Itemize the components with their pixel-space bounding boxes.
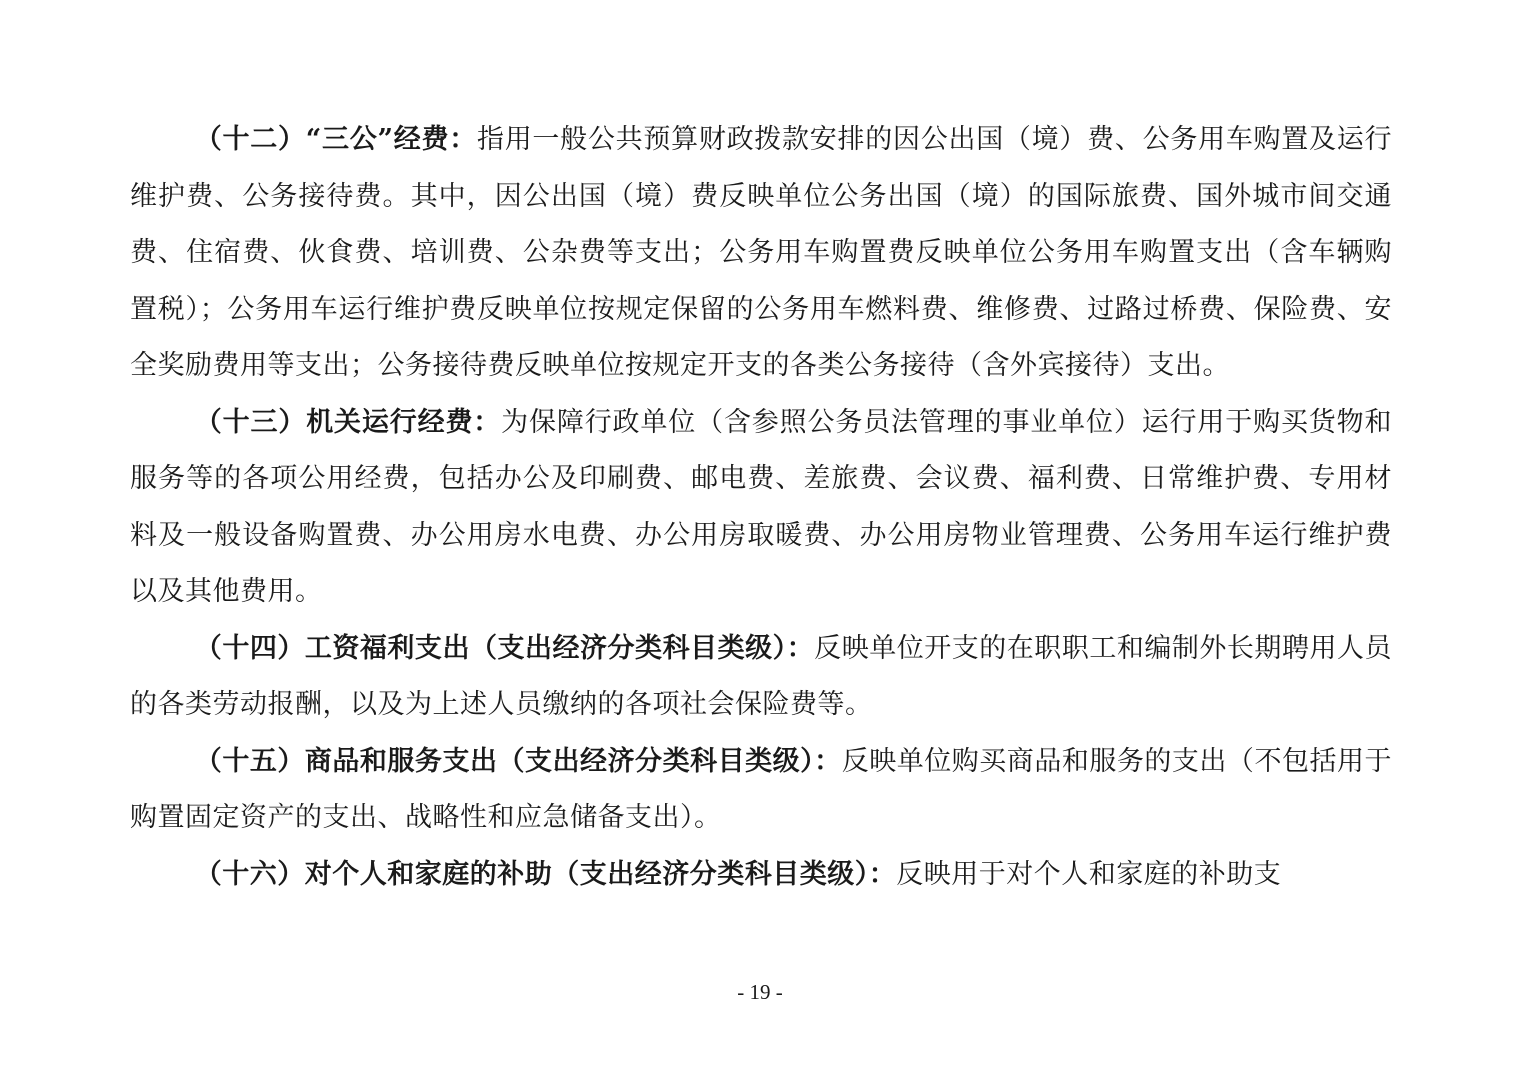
document-body <box>130 112 1392 903</box>
paragraph-text: 指用一般公共预算财政拨款安排的因公出国（境）费、公务用车购置及运行维护费、公务接待费。其中，因公出国（境）费反映单位公务出国（境）的国际旅费、国外城市间交通费、住宿费、伙食费、培训费、公杂费等支出；公务用车购置费反映单位公务用车购置支出（含车辆购置税）；公务用车运行维护费反映单位按规定保留的公务用车燃料费、维修费、过路过桥费、保险费、安全奖励费用等支出；公务接待费反映单位按规定开支的各类公务接待（含外宾接待）支出。 <box>130 124 1392 381</box>
paragraph-term: （十三）机关运行经费： <box>194 406 502 438</box>
paragraph-term: （十五）商品和服务支出（支出经济分类科目类级）： <box>194 745 842 777</box>
paragraph-wages-welfare <box>130 621 1392 734</box>
paragraph-goods-services <box>130 734 1392 847</box>
paragraph-term: （十四）工资福利支出（支出经济分类科目类级）： <box>194 632 815 664</box>
paragraph-text: 反映单位购买商品和服务的支出（不包括用于购置固定资产的支出、战略性和应急储备支出）。 <box>130 745 1393 833</box>
paragraph-text: 反映单位开支的在职职工和编制外长期聘用人员的各类劳动报酬，以及为上述人员缴纳的各项社会保险费等。 <box>130 632 1392 720</box>
page-number: - 19 - <box>737 980 783 1004</box>
paragraph-agency-operating-expenses <box>130 395 1392 621</box>
paragraph-term: （十二）“三公”经费： <box>194 124 477 155</box>
paragraph-term: （十六）对个人和家庭的补助（支出经济分类科目类级）： <box>194 858 897 890</box>
paragraph-text: 为保障行政单位（含参照公务员法管理的事业单位）运行用于购买货物和服务等的各项公用经费，包括办公及印刷费、邮电费、差旅费、会议费、福利费、日常维护费、专用材料及一般设备购置费、办公用房水电费、办公用房取暖费、办公用房物业管理费、公务用车运行维护费以及其他费用。 <box>130 406 1393 607</box>
paragraph-text: 反映用于对个人和家庭的补助支 <box>896 858 1282 890</box>
paragraph-san-gong-expenses <box>130 112 1392 395</box>
paragraph-individual-household-subsidies <box>130 847 1392 904</box>
